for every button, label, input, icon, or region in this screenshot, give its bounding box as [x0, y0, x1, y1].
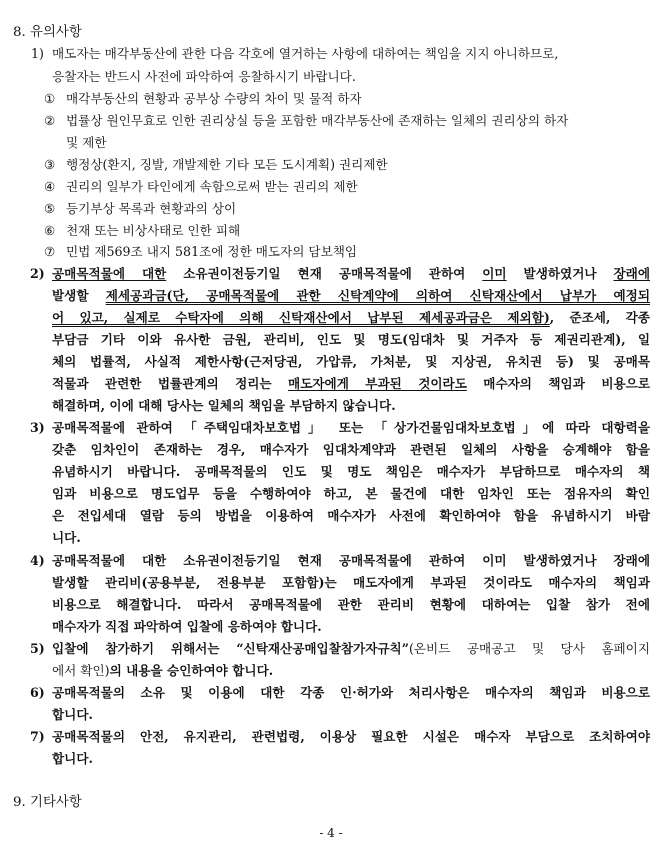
p5-text-bold: 입찰에 참가하기 위해서는 “신탁재산공매입찰참가자규칙”: [52, 641, 409, 656]
p1-item-text: 민법 제569조 내지 581조에 정한 매도자의 담보책임: [66, 244, 358, 259]
p4-line-1: 공매목적물에 대한 소유권이전등기일 현재 공매목적물에 관하여 이미 발생하였거나 장래에: [52, 553, 650, 568]
p1-item-mark: ⑥: [44, 223, 56, 238]
p2-line-7: 해결하며, 이에 대해 당사는 일체의 책임을 부담하지 않습니다.: [52, 398, 396, 413]
p2-line-5: 체의 법률적, 사실적 제한사항(근저당권, 가압류, 가처분, 및 지상권, 유치권 등) 및 공매목: [52, 354, 650, 369]
p3-number: 3): [30, 420, 45, 435]
p1-item-mark: ②: [44, 113, 56, 128]
p2-line-6: [52, 378, 650, 391]
p6-number: 6): [30, 685, 45, 700]
p2-emphasis: 장래에: [613, 266, 651, 281]
p1-item-text: 법률상 원인무효로 인한 권리상실 등을 포함한 매각부동산에 존재하는 일체의 권리상의 하자: [66, 113, 569, 128]
page-number: - 4 -: [319, 826, 343, 840]
p5-text: 에서 확인): [52, 663, 110, 678]
p2-line-1: [52, 268, 650, 281]
p3-line-5: 은 전입세대 열람 등의 방법을 이용하여 매수자가 사전에 확인하여야 함을 유념하시기 바람: [52, 508, 650, 523]
p1-item-mark: ①: [44, 91, 56, 106]
p2-emphasis: 매도자에게 부과된 것이라도: [288, 376, 467, 391]
p2-emphasis: 이미: [482, 266, 507, 281]
p3-line-3: 유념하시기 바랍니다. 공매목적물의 인도 및 명도 책임은 매수자가 부담하므로 매수자의 책: [52, 464, 650, 479]
p1-item-text: 천재 또는 비상사태로 인한 피해: [66, 223, 241, 238]
p2-text: 발생할: [52, 288, 106, 303]
p7-line-2: 합니다.: [52, 751, 93, 766]
p1-item-text: 권리의 일부가 타인에게 속함으로써 받는 권리의 제한: [66, 179, 358, 194]
p3-line-1: 공매목적물에 관하여 「주택임대차보호법」 또는 「상가건물임대차보호법」에 따라 대항력을: [52, 420, 650, 435]
p5-line-1: [52, 643, 650, 656]
p2-line-2: [52, 290, 650, 303]
p1-item-mark: ③: [44, 157, 56, 172]
p3-line-4: 임과 비용으로 명도업무 등을 수행하여야 하고, 본 물건에 대한 임차인 또는 점유자의 확인: [52, 486, 650, 501]
p1-item-text: 행정상(환지, 징발, 개발제한 기타 모든 도시계획) 권리제한: [66, 157, 388, 172]
p1-item-text-cont: 및 제한: [66, 135, 107, 150]
p3-line-2: 갖춘 임차인이 존재하는 경우, 매수자가 임대차계약과 관련된 일체의 사항을 승계해야 함을: [52, 442, 650, 457]
p4-line-3: 비용으로 해결합니다. 따라서 공매목적물에 관한 관리비 현황에 대하여는 입찰 참가 전에: [52, 597, 650, 612]
p7-number: 7): [30, 729, 45, 744]
p2-text: , 준조세, 각종: [549, 310, 650, 325]
p1-item-mark: ⑤: [44, 201, 56, 216]
p5-line-2: [52, 665, 273, 678]
p2-emphasis: 어 있고, 실제로 수탁자에 의해 신탁재산에서 납부된 제세공과금은 제외함): [52, 310, 550, 325]
p3-line-6: 니다.: [52, 530, 81, 545]
p1-number: 1): [31, 46, 44, 61]
p1-line-1: 매도자는 매각부동산에 관한 다음 각호에 열거하는 사항에 대하여는 책임을 지지 아니하므로,: [52, 46, 559, 61]
p2-emphasis: 제세공과금(단, 공매목적물에 관한 신탁계약에 의하여 신탁재산에서 납부가 예정되: [105, 288, 650, 303]
p2-text: 매수자의 책임과 비용으로: [466, 376, 650, 391]
p1-item-text: 등기부상 목록과 현황과의 상이: [66, 201, 237, 216]
p2-line-4: 부담금 기타 이와 유사한 금원, 관리비, 인도 및 명도(임대차 및 거주자 등 제권리관계), 일: [52, 332, 650, 347]
p1-item-mark: ⑦: [44, 244, 56, 259]
p2-number: 2): [30, 266, 45, 281]
p4-line-4: 매수자가 직접 파악하여 입찰에 응하여야 합니다.: [52, 619, 322, 634]
p2-text: 발생하였거나: [506, 266, 614, 281]
p2-line-3: [52, 312, 650, 325]
p6-line-1: 공매목적물의 소유 및 이용에 대한 각종 인·허가와 처리사항은 매수자의 책임과 비용으로: [52, 685, 650, 700]
p4-line-2: 발생할 관리비(공용부분, 전용부분 포함함)는 매도자에게 부과된 것이라도 매수자의 책임과: [52, 575, 650, 590]
p5-text-bold: 의 내용을 승인하여야 합니다.: [109, 663, 274, 678]
p2-text: 소유권이전등기일 현재 공매목적물에 관하여: [166, 266, 483, 281]
p7-line-1: 공매목적물의 안전, 유지관리, 관련법령, 이용상 필요한 시설은 매수자 부담으로 조치하여야: [52, 729, 650, 744]
section-9-title: 9. 기타사항: [13, 795, 82, 810]
p4-number: 4): [30, 553, 45, 568]
p1-item-text: 매각부동산의 현황과 공부상 수량의 차이 및 물적 하자: [66, 91, 362, 106]
p1-line-2: 응찰자는 반드시 사전에 파악하여 응찰하시기 바랍니다.: [52, 69, 356, 84]
section-8-title: 8. 유의사항: [13, 25, 82, 40]
p1-item-mark: ④: [44, 179, 56, 194]
p5-number: 5): [30, 641, 45, 656]
p6-line-2: 합니다.: [52, 707, 93, 722]
p5-text: (온비드 공매공고 및 당사 홈페이지: [408, 641, 650, 656]
p2-emphasis: 공매목적물에 대한: [52, 266, 167, 281]
p2-text: 적물과 관련한 법률관계의 정리는: [52, 376, 289, 391]
